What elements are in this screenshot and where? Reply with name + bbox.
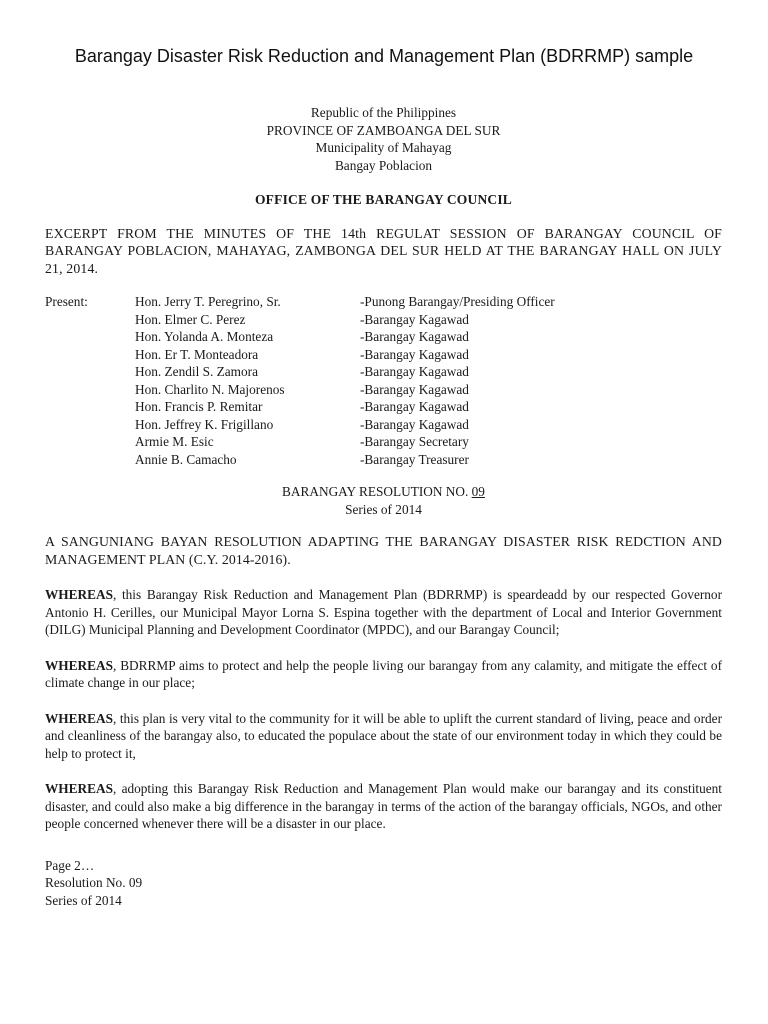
resolution-heading	[45, 483, 722, 518]
whereas-clause	[45, 657, 722, 692]
whereas-text: , BDRRMP aims to protect and help the people living our barangay from any calamity, and mitigate the effect of climate change in our place;	[45, 657, 722, 690]
attendee-position: -Punong Barangay/Presiding Officer	[360, 294, 555, 309]
page-footer	[45, 857, 722, 910]
attendee-position: -Barangay Kagawad	[360, 399, 469, 414]
resolution-number: 09	[471, 484, 485, 499]
minutes-excerpt: EXCERPT FROM THE MINUTES OF THE 14th REGULAT SESSION OF BARANGAY COUNCIL OF BARANGAY POBLACION, MAHAYAG, ZAMBONGA DEL SUR HELD AT THE BARANGAY HALL ON JULY 21, 2014.	[45, 225, 722, 276]
letterhead-barangay: Bangay Poblacion	[334, 157, 433, 173]
attendance-list	[45, 293, 722, 468]
whereas-text: , this plan is very vital to the community for it will be able to uplift the current standard of living, peace and order and cleanliness of the barangay also, to educated the populace about the state of our environment today in which they could be help to protect it,	[45, 710, 722, 761]
whereas-text: , this Barangay Risk Reduction and Management Plan (BDRRMP) is speardeadd by our respected Governor Antonio H. Cerilles, our Municipal Mayor Lorna S. Espina together with the department of Local and Interior Government (DILG) Municipal Planning and Development Coordinator (MPDC), and our Barangay Council;	[45, 587, 722, 637]
attendee-position: -Barangay Secretary	[360, 434, 469, 449]
letterhead-municipality: Municipality of Mahayag	[315, 140, 452, 155]
whereas-clause	[45, 780, 722, 833]
present-label: Present:	[45, 294, 88, 309]
footer-page: Page 2…	[45, 857, 95, 873]
attendee-name: Hon. Francis P. Remitar	[135, 399, 263, 414]
whereas-keyword: WHEREAS	[45, 781, 113, 796]
footer-series: Series of 2014	[45, 892, 122, 908]
document-page	[45, 104, 722, 909]
attendee-position: -Barangay Kagawad	[360, 346, 469, 362]
council-title: OFFICE OF THE BARANGAY COUNCIL	[254, 192, 513, 207]
resolution-title: A SANGUNIANG BAYAN RESOLUTION ADAPTING THE BARANGAY DISASTER RISK REDCTION AND MANAGEMENT PLAN (C.Y. 2014-2016).	[45, 534, 722, 567]
attendee-name: Hon. Charlito N. Majorenos	[135, 381, 285, 397]
attendee-position: -Barangay Kagawad	[360, 364, 469, 379]
whereas-clause	[45, 710, 722, 763]
attendee-name: Annie B. Camacho	[135, 451, 237, 467]
attendee-name: Hon. Jerry T. Peregrino, Sr.	[135, 294, 281, 309]
letterhead-province: PROVINCE OF ZAMBOANGA DEL SUR	[266, 122, 501, 138]
document-title: Barangay Disaster Risk Reduction and Management Plan (BDRRMP) sample	[74, 46, 694, 66]
whereas-keyword: WHEREAS	[45, 587, 113, 602]
footer-resolution: Resolution No. 09	[45, 875, 143, 890]
attendee-name: Hon. Zendil S. Zamora	[135, 364, 258, 379]
resolution-number-line	[45, 483, 722, 501]
letterhead	[45, 104, 722, 174]
whereas-clause	[45, 586, 722, 639]
whereas-keyword: WHEREAS	[45, 710, 113, 726]
attendee-name: Hon. Er T. Monteadora	[135, 346, 259, 362]
whereas-keyword: WHEREAS	[45, 657, 113, 673]
attendee-position: -Barangay Kagawad	[360, 329, 469, 344]
letterhead-republic: Republic of the Philippines	[310, 105, 457, 120]
attendee-position: -Barangay Treasurer	[360, 451, 469, 467]
attendee-position: -Barangay Kagawad	[360, 381, 469, 397]
attendee-position: -Barangay Kagawad	[360, 311, 469, 327]
whereas-text: , adopting this Barangay Risk Reduction and Management Plan would make our barangay and its constituent disaster, and could also make a big difference in the barangay in terms of the action of the barangay officials, NGOs, and other people concerned whenever there will be a disaster in our place.	[45, 781, 722, 831]
attendee-name: Hon. Jeffrey K. Frigillano	[135, 416, 274, 432]
attendee-name: Hon. Yolanda A. Monteza	[135, 329, 274, 344]
attendee-name: Hon. Elmer C. Perez	[135, 311, 246, 327]
attendee-position: -Barangay Kagawad	[360, 416, 469, 432]
resolution-label: BARANGAY RESOLUTION NO.	[282, 484, 472, 499]
attendee-name: Armie M. Esic	[135, 434, 214, 449]
resolution-series: Series of 2014	[345, 501, 422, 517]
